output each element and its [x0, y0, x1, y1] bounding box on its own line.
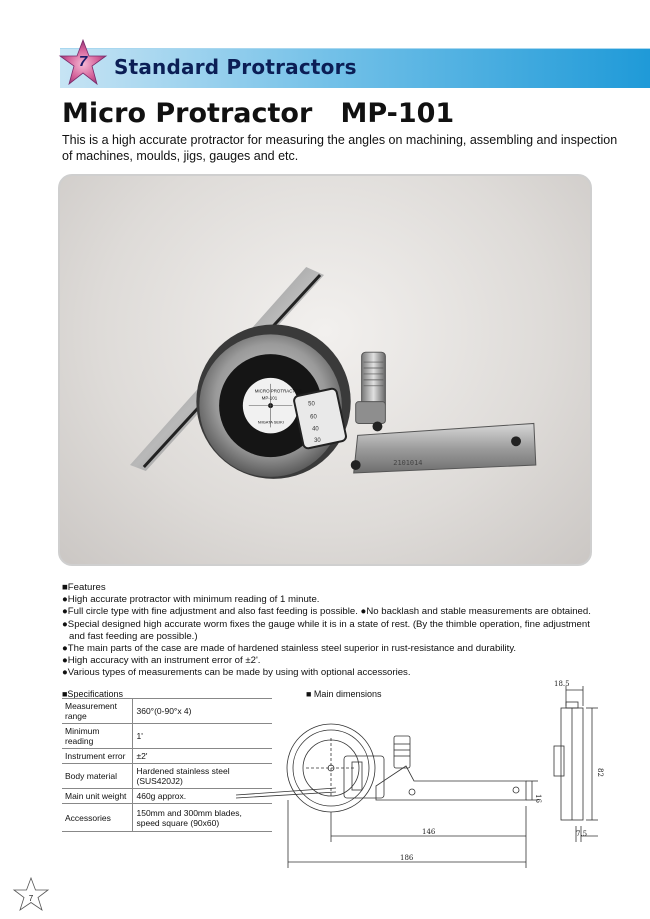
- dim-146: 146: [422, 828, 436, 836]
- section-title: Standard Protractors: [114, 55, 357, 79]
- table-row: Instrument error ±2': [62, 749, 272, 764]
- feature-item: ●The main parts of the case are made of hardened stainless steel superior in rust-resistance and durability.: [62, 643, 517, 655]
- feature-item: ●Special designed high accurate worm fixes the gauge while it is in a state of rest. (By the thimble operation, fine adjustment: [62, 618, 590, 630]
- feature-item: ●High accurate protractor with minimum reading of 1 minute.: [62, 594, 320, 606]
- dial-top-text: MICRO PROTRACTOR: [254, 388, 302, 394]
- feature-item: ●Various types of measurements can be made by using with optional accessories.: [62, 667, 411, 679]
- dim-82: 82: [596, 768, 604, 777]
- features-heading: ■Features: [62, 582, 106, 593]
- dimensions-heading: ■ Main dimensions: [306, 689, 382, 699]
- scale-label-3: 40: [312, 426, 319, 433]
- features-section: [62, 582, 602, 680]
- dial-model-text: MP-101: [261, 395, 278, 401]
- feature-item-continuation: and fast feeding are possible.): [69, 630, 198, 642]
- dim-16: 16: [534, 794, 542, 803]
- table-row: Main unit weight 460g approx.: [62, 789, 272, 804]
- product-photo: [58, 174, 592, 566]
- accessories-line-2: speed square (90x60): [136, 817, 220, 828]
- dim-7-5: 7.5: [576, 830, 588, 838]
- section-number: 7: [78, 53, 88, 70]
- scale-label-1: 50: [308, 401, 315, 408]
- specifications-heading: ■Specifications: [62, 689, 123, 699]
- accessories-line-1: 150mm and 300mm blades,: [136, 807, 242, 818]
- scale-label-2: 60: [310, 414, 317, 421]
- protractor-illustration: [60, 176, 590, 564]
- page-number: 7: [28, 894, 34, 903]
- photo-serial: 2101014: [393, 459, 423, 468]
- feature-item: ●Full circle type with fine adjustment and also fast feeding is possible. ●No backlash and stable measurements are obtained.: [62, 606, 591, 618]
- feature-item: ●High accuracy with an instrument error of ±2'.: [62, 655, 261, 667]
- dim-186: 186: [400, 854, 414, 862]
- table-row: Body material Hardened stainless steel (SUS420J2): [62, 764, 272, 789]
- scale-label-4: 30: [314, 438, 321, 445]
- product-intro: This is a high accurate protractor for measuring the angles on machining, assembling and inspection of machines, moulds, jigs, gauges and etc.: [62, 133, 618, 163]
- table-row: Minimum reading 1': [62, 724, 272, 749]
- dim-18-5: 18.5: [554, 680, 570, 688]
- dial-bottom-text: NIIGATA SEIKI: [257, 419, 284, 425]
- product-title: Micro Protractor MP-101: [62, 98, 455, 129]
- table-row: Measurement range 360°(0-90°x 4): [62, 699, 272, 724]
- table-row: Accessories 150mm and 300mm blades, speed square (90x60): [62, 804, 272, 832]
- dimension-drawing: [236, 676, 616, 876]
